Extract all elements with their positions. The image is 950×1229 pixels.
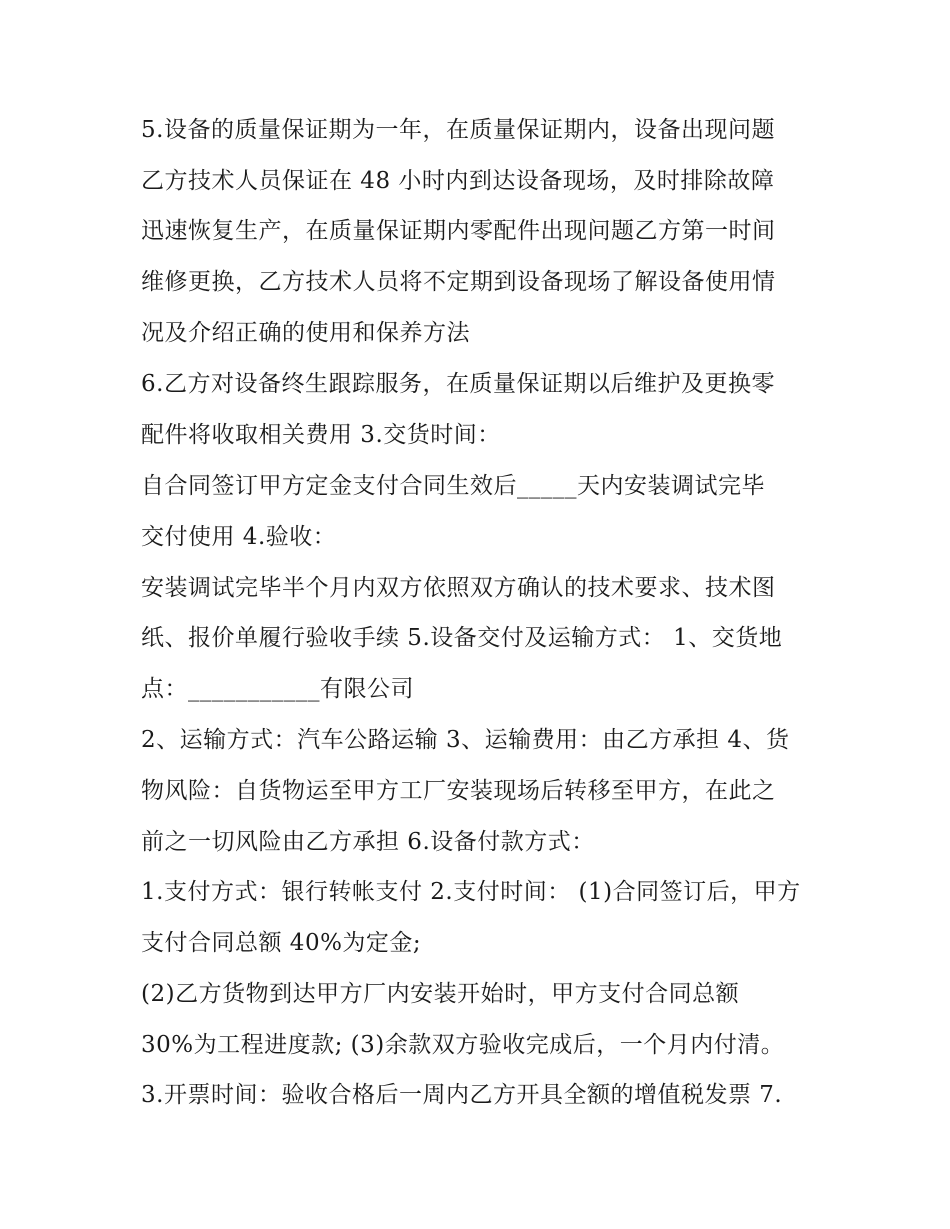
text-line: 30%为工程进度款; (3)余款双方验收完成后，一个月内付清。	[141, 1032, 785, 1058]
text-line: 纸、报价单履行验收手续 5.设备交付及运输方式： 1、交货地	[141, 625, 783, 651]
text-line: 配件将收取相关费用 3.交货时间：	[141, 422, 501, 448]
text-line: 6.乙方对设备终生跟踪服务，在质量保证期以后维护及更换零	[141, 371, 775, 397]
text-line: 交付使用 4.验收：	[141, 524, 337, 550]
text-line: 2、运输方式：汽车公路运输 3、运输费用：由乙方承担 4、货	[141, 727, 790, 753]
text-line: 况及介绍正确的使用和保养方法	[141, 320, 470, 346]
text-line: 安装调试完毕半个月内双方依照双方确认的技术要求、技术图	[141, 575, 776, 601]
text-line: 1.支付方式：银行转帐支付 2.支付时间： (1)合同签订后，甲方	[141, 879, 801, 905]
text-line: 自合同签订甲方定金支付合同生效后_____天内安装调试完毕	[141, 473, 765, 499]
text-line: 迅速恢复生产，在质量保证期内零配件出现问题乙方第一时间	[141, 218, 776, 244]
text-line: 前之一切风险由乙方承担 6.设备付款方式：	[141, 829, 595, 855]
text-line: 点：___________有限公司	[141, 676, 414, 702]
text-line: 5.设备的质量保证期为一年，在质量保证期内，设备出现问题	[141, 117, 775, 143]
text-line: 物风险：自货物运至甲方工厂安装现场后转移至甲方，在此之	[141, 778, 776, 804]
text-line: 乙方技术人员保证在 48 小时内到达设备现场，及时排除故障	[141, 168, 775, 194]
text-line: (2)乙方货物到达甲方厂内安装开始时，甲方支付合同总额	[141, 981, 740, 1007]
text-line: 3.开票时间：验收合格后一周内乙方开具全额的增值税发票 7.	[141, 1082, 783, 1108]
text-line: 支付合同总额 40%为定金;	[141, 930, 422, 956]
text-line: 维修更换，乙方技术人员将不定期到设备现场了解设备使用情	[141, 269, 776, 295]
